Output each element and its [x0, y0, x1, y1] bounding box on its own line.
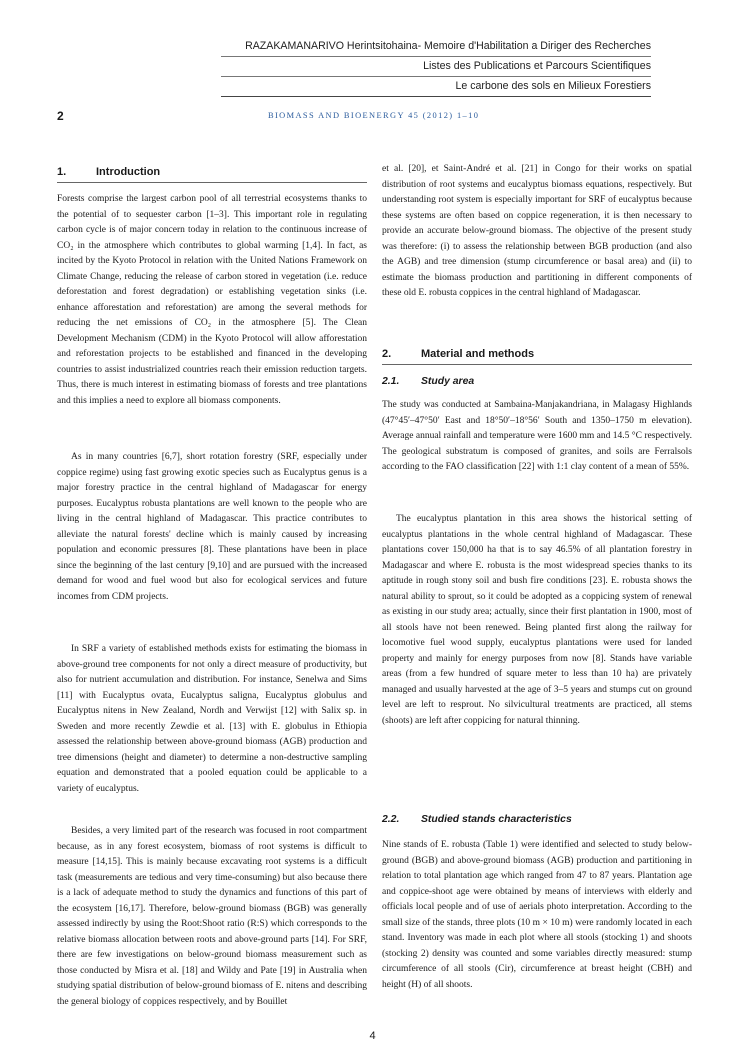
section-title: Material and methods: [421, 348, 535, 360]
subsection-title: Study area: [421, 376, 475, 387]
footer-page-number: 4: [369, 1030, 376, 1042]
header-line-2: Listes des Publications et Parcours Scientifiques: [423, 60, 651, 72]
journal-header: BIOMASS AND BIOENERGY 45 (2012) 1–10: [268, 111, 480, 120]
study-area-paragraph-2: The eucalyptus plantation in this area shows the historical setting of eucalyptus plantations in the whole central highland of Madagascar. These plantations cover 150,000 ha that is to say 46.5% of all plantation forestry in Madagascar and where E. robusta is the most widespread species thanks to its aptitude in rough stony soil and bush fire conditions [23]. E. robusta shows the natural ability to sprout, so it could be adopted as a coppicing system of renewal as existing in our study area; actually, since their first plantation in 1900, most of all stools have not been renewed. Being planted first along the railway for locomotive fuel wood supply, eucalyptus plantations were used for landed property and mainly for energy purposes from now [8]. Stands have variable areas (from a few hundred of square meter to less than 10 ha) are privately managed and usually harvested at the age of 3–5 years and stumps cut on ground level are left to resprout. No silvicultural treatments are practiced, all stems (shoots) are left after coppicing for natural thinning.: [382, 514, 692, 726]
header-line-1: RAZAKAMANARIVO Herintsitohaina- Memoire d'Habilitation a Diriger des Recherches: [245, 40, 651, 52]
section-title: Introduction: [96, 166, 161, 178]
header-rule: [221, 76, 651, 77]
journal-page-number: 2: [57, 109, 64, 123]
intro-continuation: et al. [20], et Saint-André et al. [21] in Congo for their works on spatial distribution of root systems and eucalyptus biomass equations, respectively. But understanding root system is especially important for SRF of eucalyptus because these systems are often based on coppice regeneration, it is then necessary to provide an accurate below-ground biomass. The objective of the present study was therefore: (i) to assess the relationship between BGB production (and also the AGB) and tree dimension (stump circumference or basal area) and (ii) to estimate the biomass production and partitioning in different components of these old E. robusta coppices in the central highland of Madagascar.: [382, 164, 692, 298]
subsection-number: 2.2.: [382, 814, 400, 825]
intro-paragraph-4: Besides, a very limited part of the research was focused in root compartment because, as in any forest ecosystem, biomass of root systems is difficult to measure [14,15]. This is mainly because excavating root systems is a difficult task (measurements are tedious and very time-consuming) but also because there is a lack of adequate method to study the dynamics and functions of this part of the ecosystem [16,17]. Therefore, below-ground biomass (BGB) was generally assessed indirectly by using the Root:Shoot ratio (R:S) which corresponds to the relative biomass allocation between roots and above-ground parts [14]. For SRF, there are few investigations on below-ground biomass measurement such as those conducted by Misra et al. [18] and Wildy and Pate [19] in Australia when studying spatial distribution of below-ground biomass of E. nitens and describing the general biology of coppices respectively, and by Bouillet: [57, 826, 367, 1007]
header-rule: [221, 56, 651, 57]
section-heading-introduction: [57, 162, 367, 183]
running-header: [221, 38, 651, 98]
header-rule: [221, 96, 651, 97]
section-number: 1.: [57, 166, 67, 178]
subsection-title: Studied stands characteristics: [421, 814, 572, 825]
section-heading-material-methods: [382, 344, 692, 365]
study-area-paragraph-1: The study was conducted at Sambaina-Manjakandriana, in Malagasy Highlands (47°45′–47°50′ East and 18°50′–18°56′ South and 1350–1750 m elevation). Average annual rainfall and temperature were 1600 mm and 14.5 °C respectively. The geological substratum is composed of granites, and soils are Ferralsols according to the FAO classification [22] with 1:1 clay content of a mean of 55%.: [382, 400, 692, 472]
stands-paragraph-1: Nine stands of E. robusta (Table 1) were identified and selected to study below-ground (BGB) and above-ground biomass (AGB) production and partitioning in relation to total plantation age which ranged from 47 to 87 years. Plantation age and coppice-shoot age were obtained by means of interviews with elderly and officials local people and of use of aerials photo interpretation. According to the small size of the stands, three plots (10 m × 10 m) were randomly located in each stand. Inventory was made in each plot where all stools (stocking 1) and shoots (stocking 2) density was counted and some variables directly measured: stump circumference of all stools (Cir), circumference at breast height (CBH) and height (H) of all shoots.: [382, 840, 692, 990]
subsection-number: 2.1.: [382, 376, 400, 387]
intro-paragraph-1: Forests comprise the largest carbon pool of all terrestrial ecosystems thanks to the potential of to sequester carbon [1–3]. This important role in regulating carbon cycle is of major concern today in relation to the continuous increase of CO₂ in the atmosphere which contributes to global warming [1,4]. In fact, as incited by the Kyoto Protocol in relation with the United Nations Framework on Climate Change, reducing the release of carbon stored in vegetation (i.e. reduce deforestation and forest degradation) or establishing vegetation sinks (i.e. enhance afforestation and reforestation) are among the several methods for reducing the net emissions of CO₂ in the atmosphere [5]. The Clean Development Mechanism (CDM) in the Kyoto Protocol will allow afforestation and reforestation projects to be established and financed in the developing countries to assist industrialized countries reach their emission reduction targets. Thus, there is much interest in estimating biomass of forests and tree plantations and this implies a need to explore all biomass components.: [57, 194, 367, 406]
header-line-3: Le carbone des sols en Milieux Forestiers: [455, 80, 651, 92]
intro-paragraph-2: As in many countries [6,7], short rotation forestry (SRF, especially under coppice regime) using fast growing exotic species such as Eucalyptus genus is a major forestry practice in the central highland of Madagascar for energy purposes. Eucalyptus robusta plantations are well known to the people who are living in the central highland of Madagascar. This practice contributes to alleviate the natural forests' decline which is mainly caused by increasing population and economic pressures [8]. These plantations have been in place since the beginning of the last century [9,10] and are pursued with the increased demand for wood and fuel wood but also for ecological services and future incomes from CDM projects.: [57, 452, 367, 602]
intro-paragraph-3: In SRF a variety of established methods exists for estimating the biomass in above-ground tree components for not only a direct measure of productivity, but also for nutrient accumulation and distribution. For instance, Senelwa and Sims [11] with Eucalyptus ovata, Eucalyptus saligna, Eucalyptus globulus and Eucalyptus nitens in New Zealand, Nordh and Verwijst [12] with Salix sp. in Sweden and more recently Zewdie et al. [13] with E. globulus in Ethiopia assessed the relationship between above-ground biomass (AGB) production and tree dimensions (height and diameter) to determine a non-destructive sampling equation and demonstrated that a pooled equation could be applicable to a variety of eucalyptus.: [57, 644, 367, 794]
section-number: 2.: [382, 348, 392, 360]
